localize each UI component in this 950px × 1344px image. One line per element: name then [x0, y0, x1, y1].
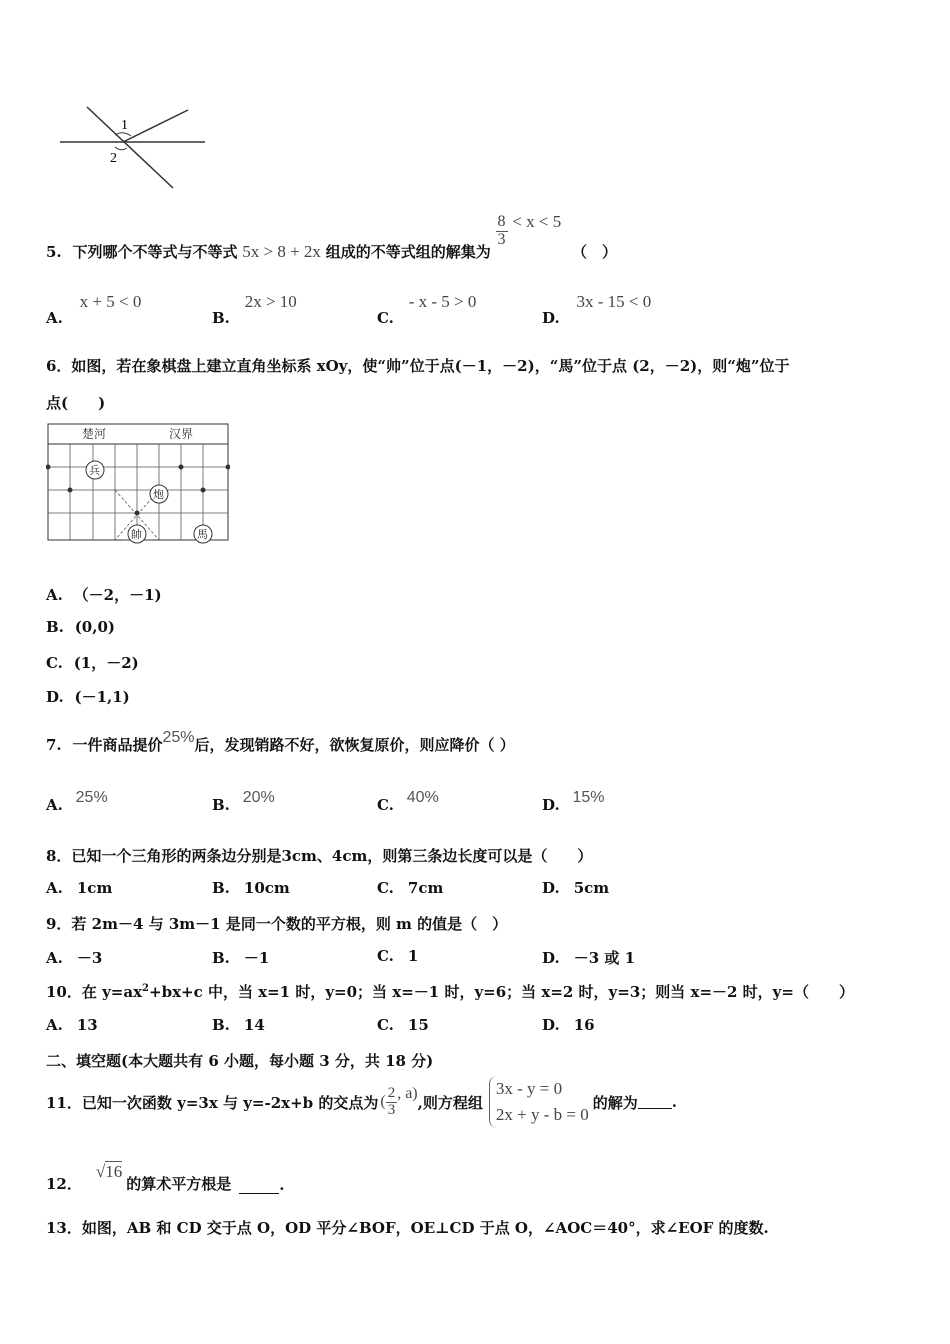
q6-option-a-label: A.	[46, 586, 63, 604]
q11-equation-system	[489, 1076, 589, 1129]
q6-line1: 6．如图，若在象棋盘上建立直角坐标系 xOy，使“帅”位于点(－1，－2)，“馬”位于点 (2，－2)，则“炮”位于	[46, 357, 790, 375]
q6-option-d[interactable]	[46, 686, 130, 707]
q7-option-d-value: 15%	[572, 789, 605, 806]
q7-option-c-label: C.	[377, 796, 394, 814]
q10-text-a: 10．在 y=ax	[46, 983, 143, 1001]
q6-option-c-label: C.	[46, 654, 63, 672]
q7-option-d-label: D.	[542, 796, 560, 814]
q6-option-a-value: （－2，－1)	[73, 586, 162, 604]
sqrt-icon: √	[95, 1162, 106, 1181]
q7-option-d[interactable]	[542, 788, 605, 814]
q7-option-c-value: 40%	[406, 789, 439, 806]
q10-option-c[interactable]	[377, 1016, 429, 1034]
q11-text-b: ,则方程组	[417, 1093, 483, 1112]
q10-option-b[interactable]	[212, 1016, 265, 1034]
q8-option-b[interactable]	[212, 879, 290, 897]
q9-option-c-label: C.	[377, 947, 394, 965]
q8-option-a-value: 1cm	[76, 879, 113, 897]
q8-option-d[interactable]	[542, 879, 609, 897]
q9-text: 9．若 2m－4 与 3m－1 是同一个数的平方根，则 m 的值是（ ）	[46, 915, 508, 933]
q6-option-d-value: (－1,1)	[74, 688, 130, 706]
question-11	[46, 1072, 677, 1132]
question-12	[46, 1158, 284, 1194]
q10-option-a-label: A.	[46, 1016, 63, 1034]
q8-option-b-label: B.	[212, 879, 230, 897]
q5-option-a[interactable]	[46, 292, 141, 328]
q12-radicand: 16	[105, 1162, 123, 1181]
q11-eq2: 2x + y - b = 0	[495, 1105, 589, 1124]
q7-option-c[interactable]	[377, 788, 439, 814]
q11-frac-den: 3	[387, 1101, 396, 1118]
q10-option-b-value: 14	[243, 1016, 265, 1034]
q5-option-c[interactable]	[377, 292, 476, 328]
q10-text	[46, 981, 854, 1002]
q12-end: .	[279, 1176, 285, 1194]
q9-option-b[interactable]	[212, 947, 269, 968]
q8-option-b-value: 10cm	[243, 879, 290, 897]
q12-number: 12．	[46, 1175, 82, 1193]
q8-option-d-value: 5cm	[573, 879, 610, 897]
q6-line2: 点( )	[46, 394, 106, 412]
q5-option-b-label: B.	[212, 309, 230, 327]
q5-option-c-value: - x - 5 > 0	[408, 292, 477, 311]
q11-text-a: 11．已知一次函数 y=3x 与 y=-2x+b 的交点为	[46, 1093, 379, 1112]
q10-sup: 2	[142, 983, 150, 994]
q10-option-d-label: D.	[542, 1016, 560, 1034]
angle-figure	[55, 100, 215, 195]
q6-option-c[interactable]	[46, 652, 139, 673]
q5-number: 5.	[46, 243, 62, 262]
q5-fraction	[496, 214, 508, 249]
q9-option-d[interactable]	[542, 947, 635, 968]
q5-frac-num: 8	[497, 213, 506, 230]
q5-inequality: 5x > 8 + 2x	[242, 242, 321, 262]
q10-option-d[interactable]	[542, 1016, 595, 1034]
q11-text-c: 的解为	[592, 1093, 638, 1112]
q9-option-c[interactable]	[377, 947, 418, 965]
board-label-chu: 楚河	[82, 427, 107, 441]
q9-option-b-value: －1	[243, 949, 270, 967]
angle-label-2: 2	[110, 151, 117, 166]
q5-option-d[interactable]	[542, 292, 651, 328]
q7-option-a-value: 25%	[75, 789, 108, 806]
piece-shuai-label: 帥	[131, 528, 142, 541]
q5-range-tail: < x < 5	[512, 212, 562, 232]
q12-text: 的算术平方根是	[126, 1175, 232, 1193]
q10-option-a-value: 13	[76, 1016, 98, 1034]
q5-frac-den: 3	[497, 230, 506, 248]
q5-option-b[interactable]	[212, 292, 297, 328]
q11-point-tail: , a)	[397, 1085, 418, 1102]
q6-option-b[interactable]	[46, 618, 115, 636]
q10-option-d-value: 16	[573, 1016, 595, 1034]
q5-option-a-label: A.	[46, 309, 63, 327]
q8-option-c[interactable]	[377, 879, 443, 897]
question-7	[46, 726, 515, 754]
q5-text-b: 组成的不等式组的解集为	[325, 243, 491, 262]
q5-option-d-value: 3x - 15 < 0	[576, 292, 652, 311]
q7-option-b-value: 20%	[242, 789, 275, 806]
section-2-heading: 二、填空题(本大题共有 6 小题，每小题 3 分，共 18 分)	[46, 1052, 434, 1070]
q8-option-a[interactable]	[46, 879, 112, 897]
q5-option-b-value: 2x > 10	[244, 292, 297, 311]
piece-bing	[86, 461, 104, 479]
q7-option-b[interactable]	[212, 788, 275, 814]
q7-percent: 25%	[162, 729, 195, 746]
q8-text: 8．已知一个三角形的两条边分别是3cm、4cm，则第三条边长度可以是（ ）	[46, 847, 593, 865]
q11-end: .	[671, 1093, 677, 1111]
q10-option-c-label: C.	[377, 1016, 394, 1034]
q7-option-b-label: B.	[212, 796, 230, 814]
q7-option-a[interactable]	[46, 788, 108, 814]
q10-option-a[interactable]	[46, 1016, 98, 1034]
q6-option-a[interactable]	[46, 584, 162, 605]
piece-pao-label: 炮	[153, 488, 164, 501]
q12-answer-blank[interactable]	[239, 1181, 279, 1194]
q8-option-c-value: 7cm	[407, 879, 444, 897]
chess-board	[46, 422, 230, 546]
q11-point	[380, 1086, 417, 1119]
q7-text-b: 后，发现销路不好，欲恢复原价，则应降价（ ）	[194, 736, 515, 754]
q11-answer-blank[interactable]	[638, 1096, 672, 1109]
q10-option-c-value: 15	[407, 1016, 429, 1034]
q5-option-a-value: x + 5 < 0	[79, 292, 142, 311]
board-label-han: 汉界	[169, 427, 194, 441]
piece-ma	[194, 525, 212, 543]
q13-text: 13．如图，AB 和 CD 交于点 O，OD 平分∠BOF，OE⊥CD 于点 O，∠AOC＝40°，求∠EOF 的度数.	[46, 1219, 769, 1237]
q5-option-c-label: C.	[377, 309, 394, 327]
q7-text-a: 一件商品提价	[72, 736, 163, 754]
q11-eq1: 3x - y = 0	[495, 1078, 563, 1098]
q9-option-a[interactable]	[46, 947, 102, 968]
q11-frac-num: 2	[387, 1084, 396, 1101]
q7-option-a-label: A.	[46, 796, 63, 814]
q11-paren-open: (	[380, 1093, 386, 1110]
q6-option-d-label: D.	[46, 688, 64, 706]
q5-paren: （ ）	[572, 243, 618, 262]
piece-pao	[150, 485, 168, 503]
q9-option-d-value: －3 或 1	[573, 949, 636, 967]
q10-option-b-label: B.	[212, 1016, 230, 1034]
q8-option-c-label: C.	[377, 879, 394, 897]
piece-ma-label: 馬	[197, 528, 208, 541]
q6-option-b-label: B.	[46, 618, 64, 636]
piece-bing-label: 兵	[89, 464, 100, 477]
q6-option-b-value: (0,0)	[74, 618, 115, 636]
q6-option-c-value: (1，－2)	[73, 654, 139, 672]
piece-shuai	[128, 525, 146, 543]
q5-text-a: 下列哪个不等式与不等式	[72, 243, 238, 262]
q9-option-b-label: B.	[212, 949, 230, 967]
q11-fraction	[386, 1086, 398, 1119]
q8-option-d-label: D.	[542, 879, 560, 897]
angle-label-1: 1	[121, 118, 128, 133]
question-5	[46, 208, 617, 268]
q10-text-b: +bx+c 中，当 x=1 时，y=0；当 x=－1 时，y=6；当 x=2 时，y=3；则当 x=－2 时，y=（ ）	[149, 983, 854, 1001]
q9-option-a-label: A.	[46, 949, 63, 967]
q7-number: 7.	[46, 736, 62, 754]
q9-option-c-value: 1	[407, 947, 419, 965]
q5-option-d-label: D.	[542, 309, 560, 327]
q9-option-d-label: D.	[542, 949, 560, 967]
q8-option-a-label: A.	[46, 879, 63, 897]
q9-option-a-value: －3	[76, 949, 103, 967]
q12-sqrt	[96, 1162, 122, 1182]
